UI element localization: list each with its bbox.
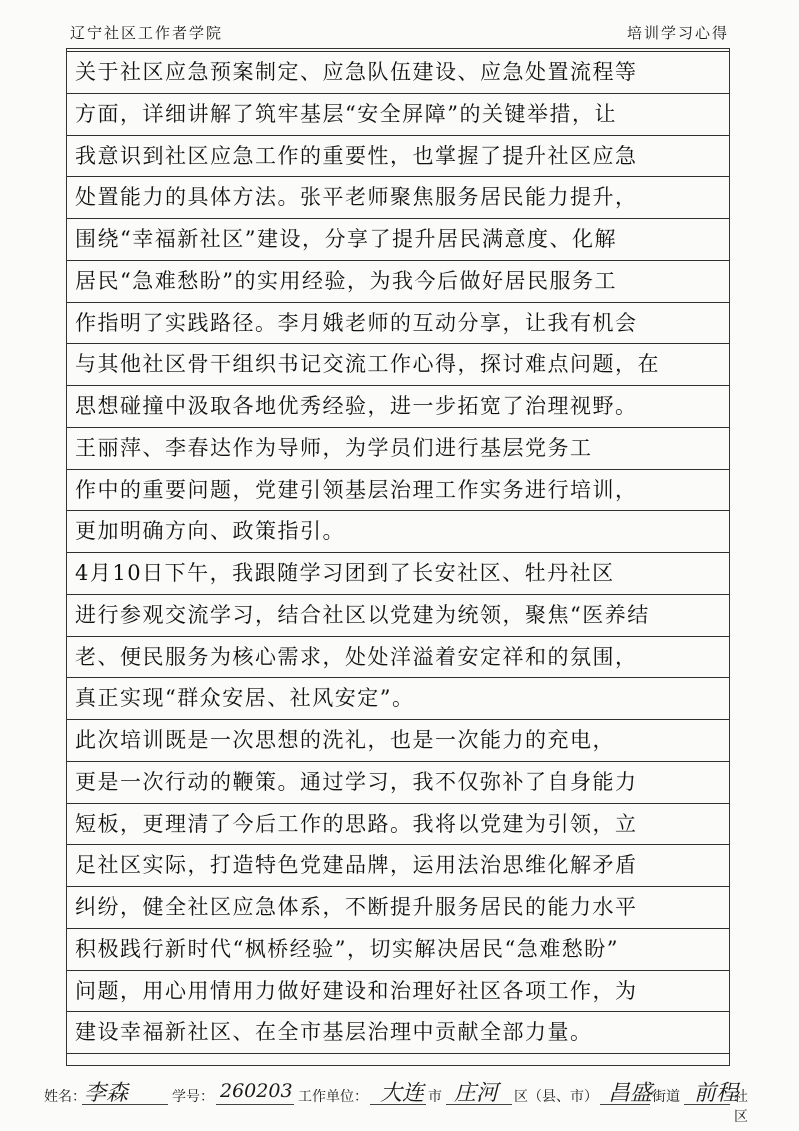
body-text-line: 处置能力的具体方法。张平老师聚焦服务居民能力提升， (75, 185, 638, 210)
district-underline (446, 1104, 512, 1105)
city-value: 大连 (380, 1081, 425, 1106)
ruled-lines (67, 49, 729, 1065)
ruled-line (67, 176, 729, 177)
unit-label: 工作单位： (298, 1089, 368, 1105)
street-underline (600, 1104, 650, 1105)
ruled-line (67, 302, 729, 303)
body-text-line: 作指明了实践路径。李月娥老师的互动分享，让我有机会 (75, 310, 638, 335)
body-text-line: 居民“急难愁盼”的实用经验，为我今后做好居民服务工 (75, 268, 617, 293)
body-text-line: 老、便民服务为核心需求，处处洋溢着安定祥和的氛围， (75, 644, 638, 669)
ruled-line (67, 886, 729, 887)
ruled-line (67, 260, 729, 261)
ruled-line (67, 1053, 729, 1054)
name-value: 李森 (84, 1081, 129, 1106)
ruled-line (67, 135, 729, 136)
lined-sheet (66, 48, 730, 1066)
street-value: 昌盛 (608, 1081, 653, 1106)
community-label: 社区 (734, 1089, 748, 1125)
body-text-line: 作中的重要问题，党建引领基层治理工作实务进行培训， (75, 477, 638, 502)
district-label: 区（县、市） (514, 1089, 598, 1105)
ruled-line (67, 218, 729, 219)
city-label: 市 (428, 1089, 442, 1105)
body-text-line: 建设幸福新社区、在全市基层治理中贡献全部力量。 (75, 1020, 593, 1045)
ruled-line (67, 93, 729, 94)
body-text-line: 真正实现“群众安居、社风安定”。 (75, 686, 415, 711)
district-value: 庄河 (454, 1081, 499, 1106)
body-text-line: 关于社区应急预案制定、应急队伍建设、应急处置流程等 (75, 60, 638, 84)
street-label: 街道 (652, 1089, 680, 1105)
body-text-line: 我意识到社区应急工作的重要性，也掌握了提升社区应急 (75, 143, 638, 168)
ruled-line (67, 844, 729, 845)
ruled-line (67, 427, 729, 428)
body-text-line: 问题，用心用情用力做好建设和治理好社区各项工作，为 (75, 978, 638, 1003)
ruled-line (67, 385, 729, 386)
ruled-line (67, 719, 729, 720)
name-underline (82, 1104, 168, 1105)
body-text-line: 4月10日下午，我跟随学习团到了长安社区、牡丹社区 (75, 561, 615, 585)
body-text-line: 积极践行新时代“枫桥经验”，切实解决居民“急难愁盼” (75, 936, 619, 961)
id-label: 学号： (172, 1089, 214, 1105)
body-text-line: 围绕“幸福新社区”建设，分享了提升居民满意度、化解 (75, 227, 617, 251)
body-text-line: 王丽萍、李春达作为导师，为学员们进行基层党务工 (75, 435, 593, 460)
body-text-line: 足社区实际，打造特色党建品牌，运用法治思维化解矛盾 (75, 853, 638, 878)
institution-name: 辽宁社区工作者学院 (70, 24, 224, 42)
ruled-line (67, 552, 729, 553)
ruled-line (67, 970, 729, 971)
body-text-line: 更是一次行动的鞭策。通过学习，我不仅弥补了自身能力 (75, 769, 638, 794)
body-text-line: 方面，详细讲解了筑牢基层“安全屏障”的关键举措，让 (75, 101, 617, 126)
signature-footer (44, 1074, 759, 1125)
ruled-line (67, 51, 729, 52)
body-text-line: 纠纷，健全社区应急体系，不断提升服务居民的能力水平 (75, 895, 638, 919)
id-underline (216, 1104, 294, 1105)
ruled-line (67, 594, 729, 595)
ruled-line (67, 510, 729, 511)
body-text-line: 进行参观交流学习，结合社区以党建为统领，聚焦“医养结 (75, 602, 650, 627)
body-text-line: 此次培训既是一次思想的洗礼，也是一次能力的充电， (75, 728, 615, 752)
community-value: 前程 (694, 1081, 739, 1106)
ruled-line (67, 761, 729, 762)
ruled-line (67, 343, 729, 344)
body-text-line: 更加明确方向、政策指引。 (75, 519, 345, 544)
ruled-line (67, 677, 729, 678)
document-type: 培训学习心得 (626, 24, 729, 42)
ruled-line (67, 636, 729, 637)
ruled-line (67, 928, 729, 929)
page-header (70, 18, 729, 46)
city-underline (370, 1104, 426, 1105)
body-text-line: 短板，更理清了今后工作的思路。我将以党建为引领，立 (75, 811, 638, 836)
name-label: 姓名： (44, 1089, 86, 1105)
body-text-line: 思想碰撞中汲取各地优秀经验，进一步拓宽了治理视野。 (75, 394, 638, 418)
ruled-line (67, 1011, 729, 1012)
ruled-line (67, 469, 729, 470)
community-underline (684, 1104, 730, 1105)
body-text-line: 与其他社区骨干组织书记交流工作心得，探讨难点问题，在 (75, 352, 660, 377)
id-value: 260203 (220, 1080, 293, 1102)
ruled-line (67, 803, 729, 804)
